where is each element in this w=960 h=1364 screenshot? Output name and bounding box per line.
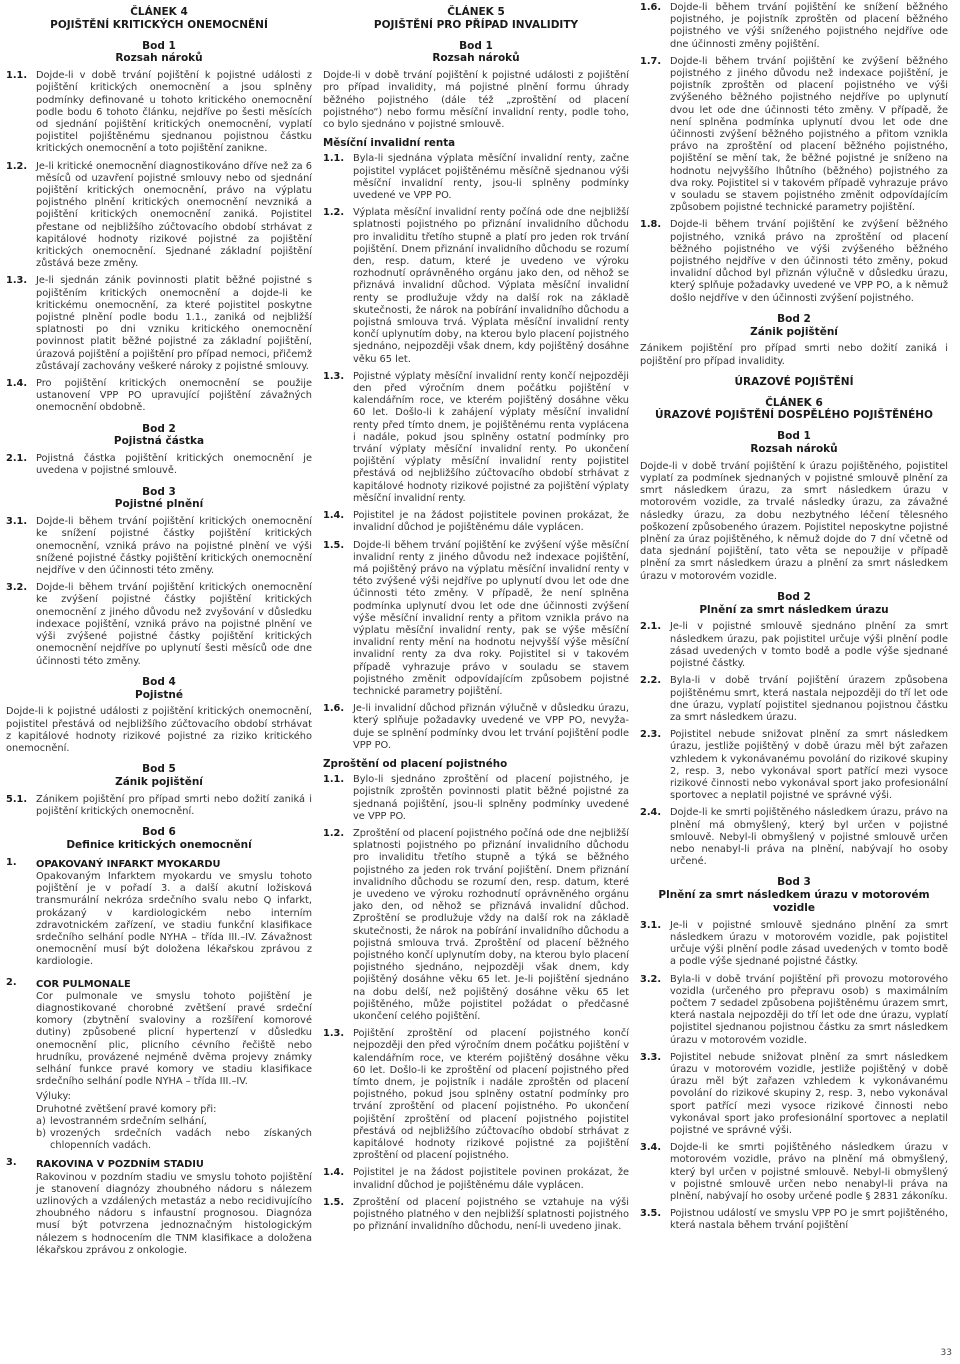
clause-number: 5.1. [6,793,28,805]
exclusion-item [36,1116,312,1128]
clause [640,920,948,969]
section-heading [6,40,312,66]
clause-text: Dojde-li během trvání pojištění kritických onemocnění ke snížení pojistné částky pojištění kritických onemocnění, vzniká právo na pojistné plnění ve výši snížené pojistné částky pojištění kritických onemocnění nejdříve v den účinnosti této změny. [36,516,312,577]
section-heading [6,486,312,512]
clause-text: Pojistitel nebude snižovat plnění za smrt následkem úrazu, jestliže pojištěný v době úrazu měl být zařazen vzhledem k vykonávanému povolání do rizikové skupiny 2, resp. 3, nebo vykonával sport patřící mezi vysoce rizikové činnosti nebo vykonával sport jako profesionální sportovec a neplatil pojistné ve správné výši. [670,729,948,802]
article-6-header [640,397,948,423]
clause-number: 3.5. [640,1208,662,1220]
section-heading [323,40,629,66]
clause-number: 2.2. [640,675,662,687]
clause [323,1197,629,1234]
clause-number: 1.3. [6,275,28,287]
subheading: Zproštění od placení pojistného [323,757,508,770]
clause-number: 1.5. [323,539,345,551]
section-title: Pojistné plnění [114,498,204,511]
clause [640,807,948,868]
part-title: ÚRAZOVÉ POJIŠTĚNÍ [734,375,854,388]
clause-number: 1.1. [323,774,345,786]
clause-text: Dojde-li během trvání pojištění ke zvýšení běžného pojistného, vzniká právo na zproštění od placení běžného pojistného ve výši zvýšeného běžného pojistného nejdříve v den účinnosti této změny, pokud invalidní důchod byl přiznán výlučně v důsledku úrazu, který splňuje požadavky uvedené ve VPP PO, a k němuž došlo nejdříve v den účinnosti zvýšení pojistného. [670,219,948,304]
clause [640,729,948,802]
clause-number: 3.3. [640,1051,662,1063]
clause [323,703,629,752]
section-title: Rozsah nároků [750,443,838,456]
section-number: Bod 1 [777,430,811,443]
section-title: Pojistná částka [113,435,205,448]
clause [323,1167,629,1191]
section-number: Bod 4 [142,675,176,688]
clause [6,378,312,415]
section-title: Definice kritických onemocnění [66,838,252,851]
clause-number: 3.4. [640,1142,662,1154]
section-number: Bod 3 [142,485,176,498]
clause-text: Dojde-li ke smrti pojištěného následkem úrazu v motorovém vozidle, právo na plnění má obmyšlený, který byl určen v pojistné smlouvě. Nebyl-li obmyšlený v pojistné smlouvě určen nebo nenabyl-li práva na plnění, nabývají ho osoby určené podle § 2831 zákoníku. [670,1142,948,1202]
clause [323,774,629,823]
section-number: Bod 1 [142,39,176,52]
clause-text: Zproštění od placení pojistného počíná ode dne nejbližší splatnosti pojistného po přiznání invalidního důchodu pro invaliditu třetího stupně a týká se běžného pojistného za jeden rok trvání pojištění. Dnem přiznání invalidního důchodu se rozumí den, resp. datum, které je uvedeno ve výroku rozhodnutí oprávněného orgánu jako den, od něhož se přiznává invalidní důchod. Zproštění se prodlužuje vždy na další rok na základě skutečnosti, že nárok na pobírání invalidního důchodu a pojistná smlouva trvá. Zproštění od placení běžného pojistného končí uplynutím doby, na kterou bylo placení pojistného sjednáno, nejpozději však dnem, kdy pojištěný dosáhne věku 65 let. Je-li pojištění sjednáno na dobu delší, než pojištěný dosáhne věku 65 let pojištěného, může pojistitel požádat o předčasné ukončení celého pojištění. [353,827,629,1023]
clause-number: 1.4. [6,378,28,390]
exclusion-letter: b) [36,1127,47,1139]
definition-text: Opakovaným Infarktem myokardu ve smyslu tohoto pojištění je v pořadí 3. a další akutní ložisková transmurální nekróza srdečního svalu nebo Q infarkt, prokázaný v kardiologickém nebo interním zdravotnickém zařízení, ve stadiu funkční klasifikace srdečního selhání podle NYHA – třída III.–IV. Závažnost onemocnění musí být doložena lékařskou zprávou z kardiologie. [36,870,312,968]
clause [323,153,629,202]
clause-text: Byla-li v době trvání pojištění při provozu motorového vozidla (určeného pro přepravu osob) s maximálním počtem 7 sedadel způsobena pojištěnému úrazem smrt, která nastala nejpozději do tří let ode dne úrazu, vyplatí pojistitel sjednanou pojistnou částku za smrt následkem úrazu v motorovém vozidle. [670,973,948,1046]
clause-text: Dojde-li během trvání pojištění ke snížení běžného pojistného, je pojistník zproštěn od placení běžného pojistného ve výši sníženého pojistného nejdříve ode dne účinnosti změny pojištění. [670,2,948,50]
section-heading [6,763,312,789]
section-heading [6,676,312,702]
clause [640,621,948,670]
exclusion-letter: a) [36,1115,46,1127]
section-title: Plnění za smrt následkem úrazu v motorovém vozidle [658,889,930,914]
clause-number: 1.8. [640,219,662,231]
definition-text: Rakovinou v pozdním stadiu ve smyslu tohoto pojištění je stanovení diagnózy zhoubného nádoru s nálezem uzlinových a vzdálených metastáz a nebo recidivujícího zhoubného nádoru s infaustní prognosou. Diagnóza musí být potvrzena jednoznačným histologickým nálezem s hodnocením dle TNM klasifikace a doložena lékařskou zprávou z onkologie. [36,1171,312,1256]
clause [6,161,312,271]
clause-number: 1.1. [323,153,345,165]
exclusions-intro: Druhotné zvětšení pravé komory při: [36,1103,217,1115]
clause [323,207,629,366]
clause-number: 2.1. [6,453,28,465]
clause [6,794,312,818]
article-title: ČLÁNEK 5 [447,6,505,18]
clause [323,510,629,534]
paragraph: Dojde-li v době trvání pojištění k úrazu pojištěného, pojistitel vyplatí za podmínek sjednaných v pojistné smlouvě plnění za smrt následkem úrazu, za smrt následkem úrazu v motorovém vozidle, za trvalé následky úrazu, za závažné následky úrazu, za dobu nezbytného léčení tělesného poškození způsobeného úrazem. Pojistitel neposkytne pojistné plnění za úraz pojištěného, k němuž dojde do 7 dní včetně od data sjednání pojištění, tato věta se nepoužije v případě plnění za smrt následkem úrazu a plnění za smrt následkem úrazu v motorovém vozidle. [640,460,948,582]
clause-text: Dojde-li během trvání pojištění ke zvýšení výše měsíční invalidní renty z jiného důvodu než indexace pojištění, má pojištěný právo na výplatu měsíční invalidní renty v této zvýšené výši nejdříve po uplynutí dvou let ode dne účinnosti této změny. V případě, že není splněna podmínka uplynutí dvou let ode dne účinnosti zvýšení výše měsíční invalidní renty a přitom vznikla právo na výplatu měsíční invalidní renty, pak se výše měsíční invalidní renty mění na hodnotu nejvyšší výše měsíční invalidní renty za dva roky. Pojistitel si v takovém případě vyhrazuje právo v souladu se stavem pojistného změnit odpovídajícím způsobem pojistné technické parametry pojištění. [353,539,629,697]
clause-number: 1.5. [323,1196,345,1208]
section-number: Bod 5 [142,763,176,776]
clause [640,974,948,1047]
clause-number: 1.6. [640,2,662,13]
section-heading [640,591,948,617]
clause [6,70,312,155]
definition [6,1157,312,1260]
clause-number: 1.2. [323,827,345,839]
clause-text: Pro pojištění kritických onemocnění se použije ustanovení VPP PO upravující pojištění závažných onemocnění obdobně. [36,378,312,414]
clause-number: 1.2. [323,207,345,219]
section-number: Bod 6 [142,826,176,839]
section-heading [6,423,312,449]
section-title: Rozsah nároků [432,52,520,65]
clause-text: Je-li kritické onemocnění diagnostikováno dříve než za 6 měsíců od uzavření pojistné smlouvy nebo od sjednání pojištění kritických onemocnění, právo na výplatu pojistného plnění kritických onemocnění nevzniká a pojištění kritických onemocnění zaniká. Pojistitel přestane od nejbližšího zúčtovacího období strhávat z kapitálové hodnoty rizikové pojistné za pojištění kritických onemocnění. Sjednané základní pojištění zůstává beze změny. [36,160,312,270]
section-heading [640,430,948,456]
clause [323,371,629,505]
clause [640,2,948,51]
section-title: Pojistné [135,688,183,701]
section-number: Bod 1 [459,39,493,52]
definition-number: 1. [6,856,17,868]
column-2 [323,2,629,1337]
clause [6,582,312,667]
clause-number: 1.4. [323,1167,345,1179]
article-subtitle: ÚRAZOVÉ POJIŠTĚNÍ DOSPĚLÉHO POJIŠTĚNÉHO [655,409,933,422]
article-title: ČLÁNEK 6 [765,396,823,409]
clause [640,675,948,724]
paragraph: Zánikem pojištění pro případ smrti nebo dožití zaniká i pojištění pro případ invalidity. [640,343,948,367]
clause-text: Byla-li v době trvání pojištění úrazem způsobena pojištěnému smrt, která nastala nejpozději do tří let ode dne úrazu, vyplatí pojistitel sjednanou pojistnou částku za smrt následkem úrazu. [670,675,948,723]
clause [6,516,312,577]
column-3 [640,2,948,1337]
exclusions-title: Výluky: [36,1091,71,1103]
clause-text: Dojde-li během trvání pojištění kritických onemocnění ke zvýšení pojistné částky pojištění kritických onemocnění z jiného důvodu než zvyšování v důsledku indexace pojištění, vzniká právo na pojistné plnění ve výši zvýšené pojistné částky pojištění kritických onemocnění nejdříve po uplynutí šesti měsíců ode dne účinnosti této změny. [36,582,312,667]
clause-number: 3.1. [640,919,662,931]
clause-number: 3.1. [6,516,28,528]
article-subtitle: POJIŠTĚNÍ KRITICKÝCH ONEMOCNĚNÍ [50,18,268,31]
definition-number: 3. [6,1157,17,1169]
clause-text: Byla-li sjednána výplata měsíční invalidní renty, začne pojistitel vyplácet pojištěnému měsíčně sjednanou výši měsíční invalidní renty, jsou-li splněny podmínky uvedené ve VPP PO. [353,153,629,202]
section-heading [640,876,948,914]
definition-number: 2. [6,976,17,988]
definition [6,857,312,972]
clause-text: Pojistitel je na žádost pojistitele povinen prokázat, že invalidní důchod je pojištěnému dále vyplácen. [353,510,629,534]
clause [323,1028,629,1162]
article-5-header [323,6,629,32]
clause-text: Je-li sjednán zánik povinnosti platit běžné pojistné s pojištěním kritických onemocnění a dojde-li ke kritickému onemocnění, za které pojistitel poskytne pojistné plnění podle bodu 1.1., zaniká od nejbližší splatnosti po dni vzniku kritického onemocnění povinnost platit běžné pojistné za základní pojištění, úrazová pojištění a pojištění pro případ nemoci, přičemž zůstávají zachovány veškeré nároky z pojistné smlouvy. [36,275,312,372]
clause-text: Je-li invalidní důchod přiznán výlučně v důsledku úrazu, který splňuje požadavky uvedené ve VPP PO, nevyža-duje se splnění podmínky dvou let trvání pojištění podle VPP PO. [353,703,629,751]
clause-number: 1.1. [6,70,28,82]
page-number: 33 [940,1348,952,1358]
section-title: Rozsah nároků [115,52,203,65]
clause [6,275,312,373]
clause [640,1142,948,1203]
paragraph: Dojde-li v době trvání pojištění k pojistné události z pojištění pro případ invalidity, má pojistné plnění formu úhrady běžného pojistného (dále též „zproštění od placení pojistného“) nebo formu měsíční invalidní renty, podle toho, co bylo sjednáno v pojistné smlouvě. [323,70,629,130]
clause-number: 1.2. [6,160,28,172]
clause [640,1208,948,1232]
clause-text: Je-li v pojistné smlouvě sjednáno plnění za smrt následkem úrazu v motorovém vozidle, pak pojistitel určuje výši plnění podle zásad uvedených v tomto bodě a podle výše sjednané pojistné částky. [670,919,948,968]
clause-number: 2.1. [640,621,662,633]
clause-text: Pojistnou událostí ve smyslu VPP PO je smrt pojištěného, která nastala během trvání pojištění [670,1208,948,1232]
paragraph: Dojde-li k pojistné události z pojištění kritických onemocnění, pojistitel přestává od nejbližšího zúčtovacího období strhávat z kapitálové hodnoty rizikové pojistné za riziko kritického onemocnění. [6,706,312,754]
subheading: Měsíční invalidní renta [323,137,456,150]
clause [323,540,629,699]
clause-number: 1.7. [640,55,662,67]
definition-title: OPAKOVANÝ INFARKT MYOKARDU [36,858,221,870]
exclusion-text: vrozených srdečních vadách nebo získaných chlopenních vadách. [50,1127,312,1152]
article-subtitle: POJIŠTĚNÍ PRO PŘÍPAD INVALIDITY [373,18,579,31]
clause-number: 2.3. [640,729,662,741]
exclusion-text: levostranném srdečním selhání, [50,1115,207,1127]
clause [323,828,629,1023]
definition [6,977,312,1153]
article-title: ČLÁNEK 4 [130,6,188,18]
clause-text: Pojistná částka pojištění kritických onemocnění je uvedena v pojistné smlouvě. [36,453,312,477]
clause [640,1052,948,1137]
clause-number: 3.2. [6,582,28,594]
section-number: Bod 2 [142,422,176,435]
section-title: Zánik pojištění [115,775,203,788]
clause-text: Pojištění zproštění od placení pojistného končí nejpozději den před výročním dnem počátku pojištění v kalendářním roce, ve kterém pojištěný dosáhne věku 60 let. Došlo-li ke zproštění od placení pojistného před tímto dnem, je pojistník i nadále zproštěn od placení pojistného, pokud jsou splněny ostatní podmínky pro trvání zproštění od placení pojistného. Po ukončení pojištění zproštění od placení pojistného pojistitel přestává od nejbližšího zúčtovacího období strhávat z kapitálové hodnoty rizikové pojistné za pojištění zproštění od placení pojistného. [353,1028,629,1162]
clause-text: Dojde-li během trvání pojištění ke zvýšení běžného pojistného z jiného důvodu než indexace pojištění, je pojistník zproštěn od placení pojistného ve výši zvýšeného běžného pojistného nejdříve po uplynutí dvou let ode dne účinnosti této změny. V případě, že není splněna podmínka uplynutí dvou let ode dne účinnosti zvýšení běžného pojistného a přitom vznikla právo na zproštění od placení běžného pojistného, pojištění se mění tak, že běžné pojistné je sníženo na hodnotu nejvyššího lhůtního (běžného) pojistného za dva roky. Pojistitel si v takovém případě vyhrazuje právo v souladu se stavem pojistného změnit odpovídajícím způsobem pojistné technické parametry pojištění. [670,55,948,214]
clause-text: Dojde-li ke smrti pojištěného následkem úrazu, právo na plnění má obmyšlený, který byl určen v pojistné smlouvě. Nebyl-li obmyšlený v pojistné smlouvě určen nebo nenabyl-li práva na plnění, nabývají ho osoby určené. [670,807,948,868]
section-title: Plnění za smrt následkem úrazu [699,603,889,616]
clause [640,219,948,304]
clause-number: 1.3. [323,1028,345,1040]
clause-number: 1.6. [323,703,345,715]
clause-number: 3.2. [640,973,662,985]
clause-text: Je-li v pojistné smlouvě sjednáno plnění za smrt následkem úrazu, pak pojistitel určuje výši plnění podle zásad uvedených v tomto bodě a podle výše sjednané pojistné částky. [670,621,948,670]
clause-number: 1.4. [323,510,345,522]
clause-text: Zánikem pojištění pro případ smrti nebo dožití zaniká i pojištění kritických onemocnění. [36,793,312,817]
exclusion-item [36,1128,312,1152]
clause-text: Pojistitel nebude snižovat plnění za smrt následkem úrazu v motorovém vozidle, jestliže pojištěný v době úrazu měl být zařazen vzhledem k vykonávanému povolání do rizikové skupiny 2, resp. 3, nebo vykonával sport patřící mezi vysoce rizikové činnosti nebo vykonával sport jako profesionální sportovec a neplatil pojistné ve správné výši. [670,1051,948,1136]
clause-text: Bylo-li sjednáno zproštění od placení pojistného, je pojistník zproštěn povinnosti platit běžné pojistné za sjednaná pojištění, jsou-li splněny podmínky uvedené ve VPP PO. [353,774,629,822]
clause-text: Výplata měsíční invalidní renty počíná ode dne nejbližší splatnosti pojistného po přiznání invalidního důchodu pro invaliditu třetího stupně a platí pro jeden rok trvání pojištění. Dnem přiznání invalidního důchodu se rozumí den, resp. datum, které je uvedeno ve výroku rozhodnutí oprávněného orgánu jako den, od něhož se přiznává invalidní důchod. Výplata měsíční invalidní renty se prodlužuje vždy na další rok na základě skutečnosti, že nárok na pobírání invalidního důchodu a pojistná smlouva trvá. Výplata měsíční invalidní renty končí uplynutím doby, na kterou bylo placení pojistného sjednáno, nejpozději však dnem, kdy pojištěný dosáhne věku 65 let. [353,207,629,365]
clause-text: Pojistné výplaty měsíční invalidní renty končí nejpozději den před výročním dnem počátku pojištění v kalendářním roce, ve kterém pojištěný dosáhne věku 60 let. Došlo-li k zahájení výplaty měsíční invalidní renty před tímto dnem, je pojištěnému renta vyplácena i nadále, pokud jsou splněny ostatní podmínky pro trvání výplaty měsíční invalidní renty. Po ukončení pojištění výplaty měsíční invalidní renty pojistitel přestává od nejbližšího zúčtovacího období strhávat z kapitálové hodnoty rizikové pojistné za pojištění výplaty měsíční invalidní renty. [353,370,629,504]
clause-number: 2.4. [640,807,662,819]
section-number: Bod 2 [777,312,811,325]
section-title: Zánik pojištění [750,325,838,338]
clause-text: Pojistitel je na žádost pojistitele povinen prokázat, že invalidní důchod je pojištěnému dále vyplácen. [353,1167,629,1191]
clause [640,56,948,215]
section-number: Bod 2 [777,590,811,603]
section-heading [6,826,312,852]
clause-number: 1.3. [323,370,345,382]
column-1 [6,2,312,1337]
section-number: Bod 3 [777,876,811,889]
definition-text: Cor pulmonale ve smyslu tohoto pojištění je diagnostikované chorobné zvětšení pravé srdeční komory (zbytnění svaloviny a rozšíření komorové dutiny) způsobené plicní hypertenzí v důsledku onemocnění plic, plicního cévního řečiště nebo hrudníku, provázené nejméně dvěma projevy známky selhání funkce pravé komory ve stadiu klasifikace srdečního selhání podle NYHA – třída III.–IV. [36,990,312,1088]
clause-text: Zproštění od placení pojistného se vztahuje na výši pojistného platného v den nejbližší splatnosti pojistného po přiznání invalidního důchodu, není-li uvedeno jinak. [353,1196,629,1233]
section-heading [640,313,948,339]
definition-title: RAKOVINA V POZDNÍM STADIU [36,1159,204,1171]
clause-text: Dojde-li v době trvání pojištění k pojistné události z pojištění kritických onemocnění a jsou splněny podmínky definované u tohoto kritického onemocnění podle bodu 6 tohoto článku, nejdříve po šesti měsících od sjednání pojištění kritických onemocnění, vyplatí pojistitel pojištěnému sjednanou pojistnou částku kritických onemocnění a toto pojištění zanikne. [36,70,312,155]
part-header [640,376,948,389]
clause [6,453,312,477]
article-4-header [6,6,312,32]
definition-title: COR PULMONALE [36,978,131,990]
